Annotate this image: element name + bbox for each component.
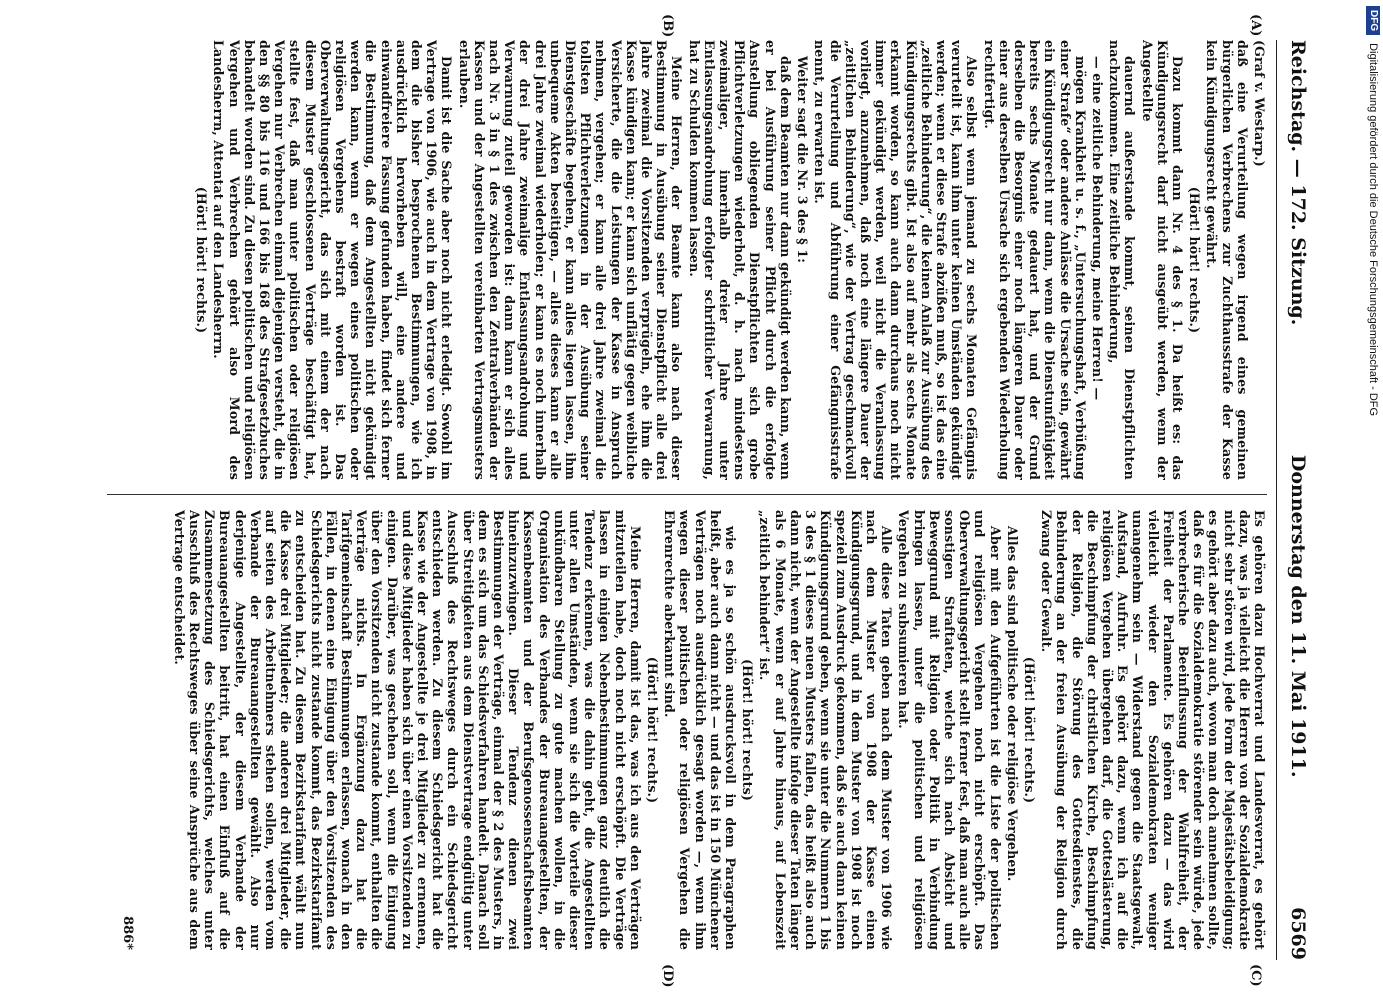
left-column-paragraph: Dazu kommt dann Nr. 4 des § 1. Da heißt es: das Kündigungsrecht darf nicht ausgeübt werden, wenn der Angestellte <box>1139 40 1185 480</box>
page-header <box>1281 40 1315 960</box>
right-column-paragraph: Alles das sind politische oder religiöse Vergehen. <box>1004 526 1020 882</box>
left-column-paragraph: Weiter sagt die Nr. 3 des § 1: <box>795 56 811 264</box>
column-divider <box>107 494 1267 495</box>
header-center: Donnerstag den 11. Mai 1911. <box>1287 454 1309 778</box>
left-column-paragraph: — eine zeitliche Behinderung, meine Herren! — <box>1089 56 1105 401</box>
page-number: 6569 <box>1287 907 1309 960</box>
left-column-paragraph: Meine Herren, der Beamte kann also nach dieser Bestimmung in Ausübung seiner Dienstpflicht alle drei Jahre zweimal die Vorsitzenden verprügeln, ehe ihm die Kasse kündigen kann; er kann sich unflätig gegen weibliche Versicherte, die die Leistungen der Kasse in Anspruch nehmen, vergehen; er kann alle drei Jahre zweimal die tollsten Pflichtverletzungen in der Ausübung seiner Dienstgeschäfte begehen, er kann alles liegen lassen, ihm unbequeme Akten beseitigen, — alles dieses kann er alle drei Jahre zweimal wiederholen; er kann es noch innerhalb der drei Jahre zweimalige Entlassungsandrohung und Verwarnung zuteil geworden ist: dann kann er sich alles nach Nr. 3 in § 1 des zwischen den Zentralverbänden der Kassen und der Angestellten vereinbarten Vertragsmusters erlauben. <box>456 40 685 480</box>
right-column-paragraph: Meine Herren, damit ist das, was ich aus den Verträgen mitzuteilen habe, doch noch nicht erschöpft. Die Verträge lassen in einigen Nebenbestimmungen ganz deutlich die Tendenz erkennen, was die dahin geht, die Angestellten unter allen Umständen, wenn sie sich die Vorteile dieser unkündbaren Stellung zu gute machen wollen, in die Organisation des Verbandes der Bureauangestellten, der Kassenbeamten und der Berufsgenossenschaftsbeamten hineinzuzwingen. Dieser Tendenz dienen zwei Bestimmungen der Verträge, einmal der § 2 des Musters, in dem es sich um das Schiedsverfahren handelt. Danach soll über Streitigkeiten aus dem Dienstvertrage endgültig unter Ausschluß des Rechtsweges durch ein Schiedsgericht entschieden werden. Zu diesem Schiedsgericht hat die Kasse wie der Angestellte je drei Mitglieder zu ernennen, und diese Mitglieder haben sich über einen Vorsitzenden zu einigen. Darüber, was geschehen soll, wenn die Einigung über den Vorsitzenden nicht zustande kommt, enthalten die Verträge nichts. In Ergänzung dazu hat die Tarifgemeinschaft Bestimmungen erlassen, wonach in den Fällen, in denen eine Einigung über den Vorsitzenden des Schiedsgerichts nicht zustande kommt, das Bezirkstarifamt zu entscheiden hat. Zu diesem Bezirkstarifamt wählt nun die Kasse drei Mitglieder; die anderen drei Mitglieder, die auf seiten des Arbeitnehmers stehen sollen, werden vom Verbande der Bureauangestellten gewählt. Also nur derjenige Angestellte, der diesem Verbande der Bureauangestellten beitritt, hat einen Einfluß auf die Zusammensetzung des Schiedsgerichts, welches unter Ausschluß des Rechtsweges über seine Ansprüche aus dem Vertrage entscheidet. <box>171 510 643 950</box>
header-rule <box>1276 40 1277 960</box>
margin-mark-b: (B) <box>660 14 675 38</box>
left-column-paragraph: Damit ist die Sache aber noch nicht erledigt. Sowohl im Vertrage von 1906, wie auch in dem Vertrage von 1908, in dem die bisher besprochenen Bestimmungen, wie ich ausdrücklich hervorheben will, eine andere und einwandfreiere Fassung gefunden haben, findet sich ferner die Bestimmung, daß dem Angestellten nicht gekündigt werden kann, wenn er wegen eines politischen oder religiösen Vergehens bestraft worden ist. Das Oberverwaltungsgericht, das sich mit einem der nach diesem Muster geschlossenen Verträge beschäftigt hat, stellte fest, daß man unter politischen oder religiösen Vergehen nur Verbrechen einmal diejenigen versteht, die in den §§ 80 bis 116 und 166 bis 168 des Strafgesetzbuches behandelt worden sind. Zu diesen politischen und religiösen Vergehen und Verbrechen gehört also Mord des Landesherrn, Attentat auf den Landesherrn. <box>211 40 455 480</box>
right-column-paragraph: (Hört! hört! rechts) <box>740 659 756 801</box>
left-column-paragraph: daß dem Beamten nur dann gekündigt werden kann, wenn er bei Ausführung seiner Pflicht durch die erfolgte Anstellung obliegenden Dienstpflichten sich grobe Pflichtverletzungen wiederholt, d. h. nach mindestens zweimaliger, innerhalb dreier Jahre unter Entlassungsandrohung erfolgter schriftlicher Verwarnung, hat zu Schulden kommen lassen. <box>686 40 793 480</box>
margin-mark-d: (D) <box>660 964 675 988</box>
margin-mark-c: (C) <box>1248 964 1263 987</box>
right-column-paragraph: Aber mit den Aufgeführten ist die Liste der politischen und religiösen Vergehen noch nicht erschöpft. Das Oberverwaltungsgericht stellt ferner fest, daß man auch alle sonstigen Straftaten, welche sich nach Absicht und Beweggrund mit Religion oder Politik in Verbindung bringen lassen, unter die politischen und religiösen Vergehen zu subsumieren hat. <box>896 510 1003 950</box>
left-column-paragraph: daß eine Verurteilung wegen irgend eines gemeinen bürgerlichen Verbrechens zur Zuchthausstrafe der Kasse kein Kündigungsrecht gewährt. <box>1204 40 1250 480</box>
right-column-paragraph: (Hört! hört! rechts.) <box>1021 656 1037 804</box>
rotated-document-page <box>75 14 1315 988</box>
left-column-paragraph: dauernd außerstande kommt, seinen Dienstpflichten nachzukommen. Eine zeitliche Behinderung, <box>1107 40 1138 480</box>
right-column <box>107 510 1267 950</box>
left-column-paragraph: (Hört! hört! rechts.) <box>1187 186 1203 334</box>
right-column-paragraph: wie es ja so schön ausdrucksvoll in dem Paragraphen heißt, aber auch dann nicht — und das ist in 150 Münchener Verträgen noch ausdrücklich gesagt worden —, wenn ihm wegen dieser politischen oder religiösen Vergehen die Ehrenrechte aberkannt sind. <box>662 510 739 950</box>
left-column-paragraph: mögen Krankheit u. s. f., „Untersuchungshaft, Verbüßung einer Strafe“ oder andere Anlässe die Ursache sein, gewährt ein Kündigungsrecht nur dann, wenn die Dienstunfähigkeit bereits sechs Monate gedauert hat, und der Grund derselben die Besorgnis einer noch längeren Dauer oder einer aus derselben Ursache sich ergebenden Wiederholung rechtfertigt. <box>981 40 1088 480</box>
right-column-paragraph: (Hört! hört! rechts.) <box>645 656 661 804</box>
margin-mark-a: (A) <box>1248 14 1263 37</box>
right-column-paragraph: Alle diese Taten geben nach dem Muster von 1906 wie nach dem Muster von 1908 der Kasse einen Kündigungsgrund, und in dem Muster von 1908 ist noch speziell zum Ausdruck gekommen, daß sie auch dann keinen Kündigungsgrund geben, wenn sie unter die Nummern 1 bis 3 des § 1 dieses neuen Musters fallen, das heißt also auch dann nicht, wenn der Angestellte infolge dieser Taten länger als 6 Monate, wenn er auf Jahre hinaus, auf Lebenszeit „zeitlich behindert“ ist. <box>757 510 895 950</box>
right-column-paragraph: Es gehören dazu Hochverrat und Landesverrat, es gehört dazu, was ja vielleicht die Herren von der Sozialdemokratie nicht sehr stören wird, jede Form der Majestätsbeleidigung; es gehört aber dazu auch, wovon man doch annehmen sollte, daß es für die Sozialdemokratie störender sein würde, jede verbrecherische Beeinflussung der Wahlfreiheit, der Freiheit der Parlamente. Es gehören dazu — das wird vielleicht wieder den Sozialdemokraten weniger unangenehm sein — Widerstand gegen die Staatsgewalt, Aufstand, Aufruhr. Es gehört dazu, wenn ich auf die religiösen Vergehen übergehen darf, die Gotteslästerung, die Beschimpfung der christlichen Kirche, Beschimpfung der Religion, die Störung des Gottesdienstes, die Behinderung an der freien Ausübung der Religion durch Zwang oder Gewalt. <box>1039 510 1267 950</box>
left-column <box>107 40 1267 480</box>
header-left: Reichstag. — 172. Sitzung. <box>1287 40 1309 326</box>
dfg-sidebar <box>1365 6 1381 990</box>
dfg-credit-text: Digitalisierung gefördert durch die Deutsche Forschungsgemeinschaft - DFG <box>1367 43 1379 417</box>
left-column-paragraph: (Graf v. Westarp.) <box>1252 40 1267 167</box>
dfg-logo: DFG <box>1366 6 1380 35</box>
left-column-paragraph: (Hört! hört! rechts.) <box>194 186 210 334</box>
signature-mark: 886* <box>120 916 135 950</box>
left-column-paragraph: Also selbst wenn jemand zu sechs Monaten Gefängnis verurteilt ist, kann ihm unter keinen Umständen gekündigt werden; wenn er diese Strafe abzüßen muß, so ist das eine „zeitliche Behinderung“, die keinen Anlaß zur Ausübung des Kündigungsrechts gibt. Ist also auf mehr als sechs Monate erkannt worden, so kann auch dann durchaus noch nicht immer gekündigt werden, weil nicht die Veranlassung vorliegt, anzunehmen, daß noch eine längere Dauer der „zeitlichen Behinderung“, wie der Vertrag geschmackvoll die Verurteilung und Abführung einer Gefängnisstrafe nennt, zu erwarten ist. <box>812 40 980 480</box>
